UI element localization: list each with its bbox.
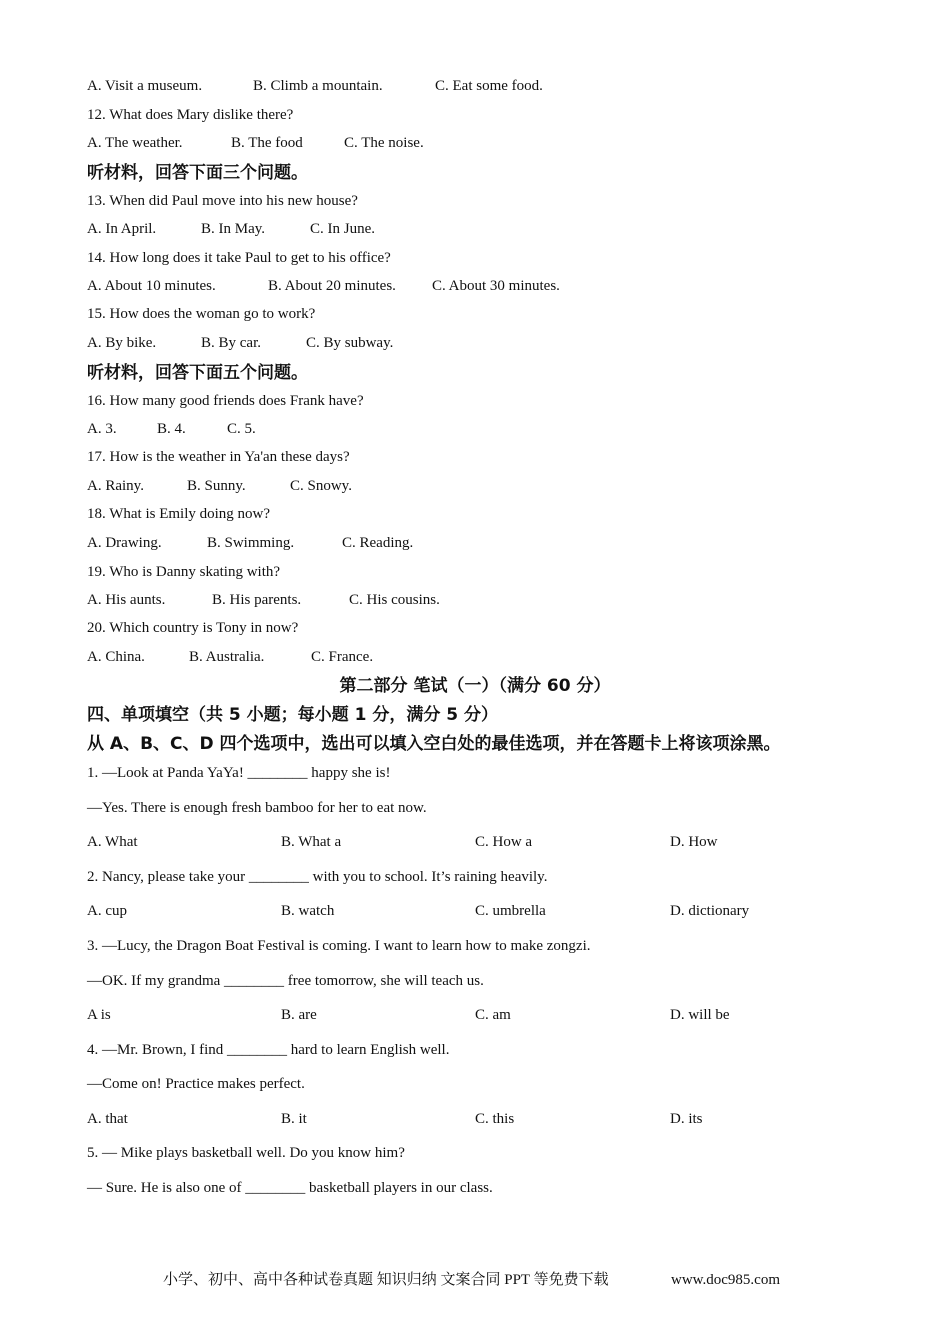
question-text: 17. How is the weather in Ya'an these days? — [87, 449, 350, 465]
question-text: 18. What is Emily doing now? — [87, 506, 271, 522]
section-four-instruction: 从 A、B、C、D 四个选项中，选出可以填入空白处的最佳选项，并在答题卡上将该项涂黑。 — [87, 734, 781, 754]
answer-option: A. By bike. — [87, 335, 157, 351]
answer-option: D. will be — [670, 1007, 730, 1023]
question-text: 4. —Mr. Brown, I find ________ hard to learn English well. — [87, 1042, 450, 1058]
answer-option: A. Rainy. — [87, 478, 144, 494]
answer-option: A is — [87, 1007, 111, 1023]
question-text: 19. Who is Danny skating with? — [87, 564, 281, 580]
listening-heading: 听材料，回答下面三个问题。 — [87, 163, 308, 183]
answer-option: D. its — [670, 1111, 703, 1127]
answer-option: A. The weather. — [87, 135, 183, 151]
answer-option: C. By subway. — [306, 335, 394, 351]
answer-option: B. Sunny. — [187, 478, 246, 494]
answer-option: A. What — [87, 834, 138, 850]
answer-option: A. Drawing. — [87, 535, 162, 551]
answer-option: C. France. — [311, 649, 374, 665]
answer-option: D. dictionary — [670, 903, 750, 919]
answer-option: B. His parents. — [212, 592, 302, 608]
answer-option: A. In April. — [87, 221, 157, 237]
question-text: —Come on! Practice makes perfect. — [87, 1076, 305, 1092]
answer-option: B. About 20 minutes. — [268, 278, 396, 294]
answer-option: B. What a — [281, 834, 342, 850]
footer-link[interactable]: www.doc985.com — [671, 1272, 781, 1288]
footer-left-text: 小学、初中、高中各种试卷真题 知识归纳 文案合同 PPT 等免费下载 — [163, 1272, 609, 1288]
answer-option: B. The food — [231, 135, 303, 151]
answer-option: C. The noise. — [344, 135, 424, 151]
question-text: 2. Nancy, please take your ________ with you to school. It’s raining heavily. — [87, 869, 548, 885]
answer-option: B. watch — [281, 903, 335, 919]
question-text: 12. What does Mary dislike there? — [87, 107, 294, 123]
answer-option: A. that — [87, 1111, 128, 1127]
answer-option: A. cup — [87, 903, 127, 919]
answer-option: A. About 10 minutes. — [87, 278, 216, 294]
answer-option: C. umbrella — [475, 903, 546, 919]
part-two-title: 第二部分 笔试（一）（满分 60 分） — [339, 676, 611, 696]
answer-option: B. In May. — [201, 221, 266, 237]
question-text: 20. Which country is Tony in now? — [87, 620, 299, 636]
question-text: 13. When did Paul move into his new house? — [87, 193, 358, 209]
answer-option: D. How — [670, 834, 718, 850]
answer-option: C. am — [475, 1007, 511, 1023]
answer-option: A. Visit a museum. — [87, 78, 203, 94]
answer-option: B. Swimming. — [207, 535, 295, 551]
answer-option: B. Australia. — [189, 649, 265, 665]
answer-option: A. China. — [87, 649, 145, 665]
answer-option: C. In June. — [310, 221, 375, 237]
answer-option: B. 4. — [157, 421, 186, 437]
answer-option: C. this — [475, 1111, 515, 1127]
answer-option: C. About 30 minutes. — [432, 278, 560, 294]
answer-option: C. How a — [475, 834, 533, 850]
question-text: 3. —Lucy, the Dragon Boat Festival is coming. I want to learn how to make zongzi. — [87, 938, 591, 954]
question-text: 5. — Mike plays basketball well. Do you know him? — [87, 1145, 405, 1161]
listening-heading: 听材料，回答下面五个问题。 — [87, 363, 308, 383]
answer-option: B. By car. — [201, 335, 261, 351]
answer-option: A. 3. — [87, 421, 117, 437]
question-text: 14. How long does it take Paul to get to his office? — [87, 250, 391, 266]
answer-option: C. 5. — [227, 421, 256, 437]
question-text: —Yes. There is enough fresh bamboo for her to eat now. — [87, 800, 427, 816]
question-text: —OK. If my grandma ________ free tomorrow, she will teach us. — [87, 973, 484, 989]
section-four-title: 四、单项填空（共 5 小题；每小题 1 分，满分 5 分） — [87, 705, 498, 725]
question-text: 1. —Look at Panda YaYa! ________ happy she is! — [87, 765, 391, 781]
answer-option: C. Eat some food. — [435, 78, 543, 94]
answer-option: C. His cousins. — [349, 592, 440, 608]
answer-option: C. Snowy. — [290, 478, 352, 494]
question-text: — Sure. He is also one of ________ basketball players in our class. — [87, 1180, 493, 1196]
answer-option: B. it — [281, 1111, 307, 1127]
question-text: 16. How many good friends does Frank have? — [87, 393, 364, 409]
answer-option: C. Reading. — [342, 535, 414, 551]
answer-option: B. Climb a mountain. — [253, 78, 383, 94]
question-text: 15. How does the woman go to work? — [87, 306, 316, 322]
answer-option: A. His aunts. — [87, 592, 166, 608]
answer-option: B. are — [281, 1007, 317, 1023]
